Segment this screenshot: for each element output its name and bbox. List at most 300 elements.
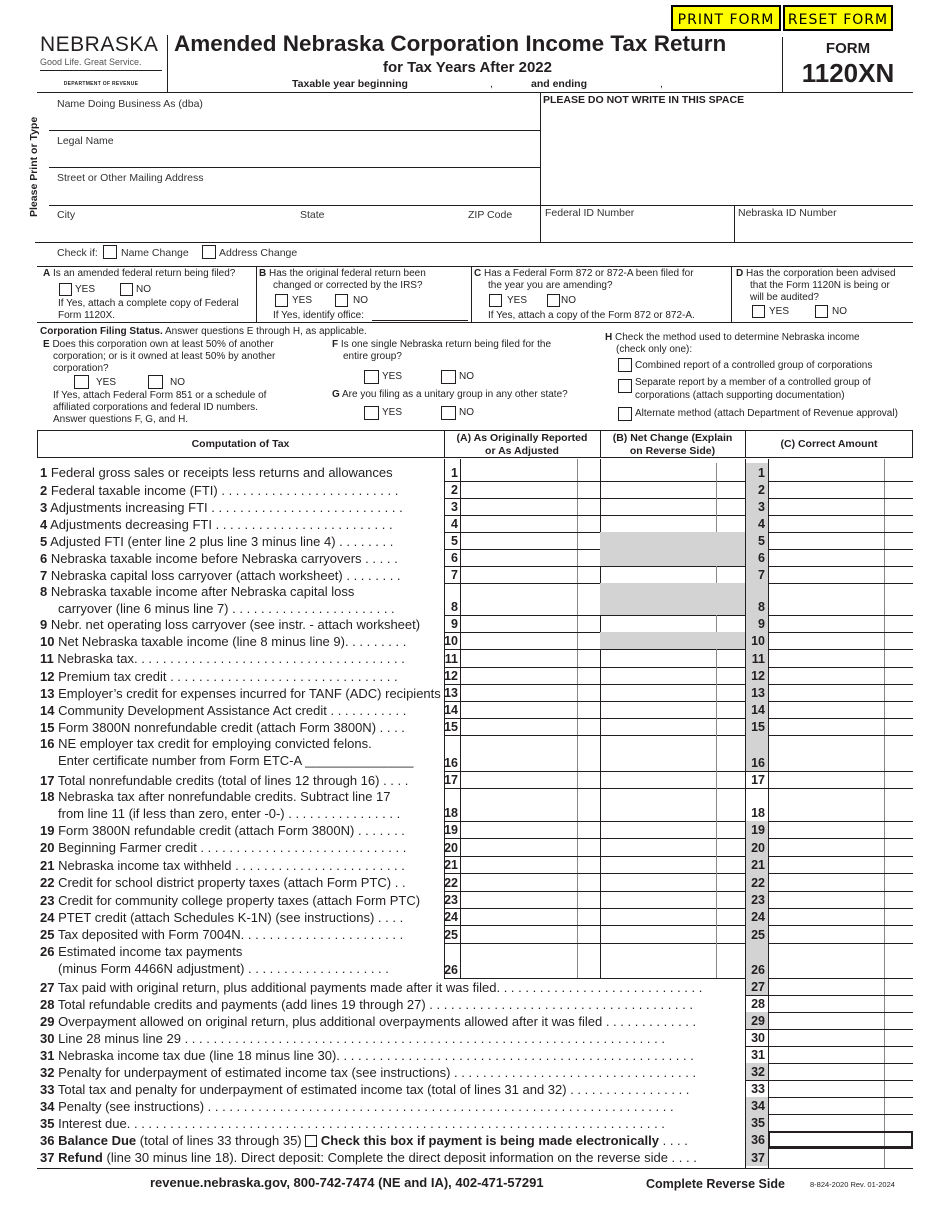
line-25-col-b-input[interactable]: [603, 928, 713, 941]
line-text: Nebraska taxable income after Nebraska capital loss: [50, 584, 355, 599]
line-text: Nebraska tax. . . . . . . . . . . . . . . . . . . . . . . . . . . . . . . . . . . . . .: [57, 651, 405, 666]
line-1-col-a-input[interactable]: [463, 466, 574, 479]
line-37-col-c-input[interactable]: [771, 1151, 881, 1164]
line-4-col-b-input[interactable]: [603, 517, 713, 530]
line-number-c: 17: [751, 773, 765, 787]
line-label: [40, 1133, 688, 1148]
line-16-col-a-input[interactable]: [463, 756, 574, 769]
electronic-payment-label: Check this box if payment is being made electronically: [320, 1133, 659, 1148]
line-text: Line 28 minus line 29 . . . . . . . . . . . . . . . . . . . . . . . . . . . . . . . . . . . . . . . . . . . . . . . . . . . . . . . . . . . . . . . . . . .: [58, 1031, 665, 1046]
line-number-c: 23: [751, 893, 765, 907]
line-label: [40, 551, 398, 566]
leader-dots: . . . .: [659, 1133, 688, 1148]
line-number-a: 14: [444, 703, 458, 717]
line-text: Nebraska taxable income before Nebraska carryovers . . . . .: [50, 551, 398, 566]
line-7-col-c-input[interactable]: [771, 568, 881, 581]
line-label: [40, 980, 702, 995]
city-input[interactable]: [57, 224, 287, 240]
line-label: [40, 686, 441, 701]
line-number-c: 19: [751, 823, 765, 837]
line-text: Adjustments decreasing FTI . . . . . . . . . . . . . . . . . . . . . . . . .: [50, 517, 393, 532]
line-text: Federal taxable income (FTI) . . . . . . . . . . . . . . . . . . . . . . . . .: [50, 483, 399, 498]
line-number: 4: [40, 517, 48, 532]
form-label: FORM: [825, 40, 871, 57]
question-a-no-checkbox[interactable]: [120, 283, 133, 296]
line-number: 35: [40, 1116, 55, 1131]
line-22-col-b-input[interactable]: [603, 876, 713, 889]
zip-input[interactable]: [468, 224, 536, 240]
line-number-a: 8: [451, 600, 458, 614]
line-label: [40, 875, 406, 890]
line-10-col-a-input[interactable]: [463, 634, 574, 647]
line-number: 1: [40, 465, 48, 480]
line-5-col-c-input[interactable]: [771, 534, 881, 547]
line-28-col-c-input[interactable]: [771, 997, 881, 1010]
line-text-continued: from line 11 (if less than zero, enter -0-) . . . . . . . . . . . . . . . .: [58, 806, 401, 821]
line-number-c: 22: [751, 876, 765, 890]
line-label: [40, 584, 354, 599]
question-e-yes-checkbox[interactable]: [74, 375, 89, 389]
method-combined-checkbox[interactable]: [618, 358, 632, 372]
line-number: 12: [40, 669, 55, 684]
line-2-col-a-input[interactable]: [463, 483, 574, 496]
line-label: [40, 703, 406, 718]
line-text: Community Development Assistance Act credit . . . . . . . . . . .: [58, 703, 407, 718]
line-13-col-a-input[interactable]: [463, 686, 574, 699]
question-a-yes-checkbox[interactable]: [59, 283, 72, 296]
line-text: Federal gross sales or receipts less returns and allowances: [50, 465, 393, 480]
line-number: 8: [40, 584, 48, 599]
line-9-col-a-input[interactable]: [463, 617, 574, 630]
line-19-col-a-input[interactable]: [463, 823, 574, 836]
line-number-c: 25: [751, 928, 765, 942]
line-21-col-c-input[interactable]: [771, 858, 881, 871]
line-11-col-b-input[interactable]: [603, 652, 713, 665]
line-label: [40, 910, 403, 925]
line-26-col-b-input[interactable]: [603, 963, 713, 976]
line-7-col-a-input[interactable]: [463, 568, 574, 581]
complete-reverse-side: Complete Reverse Side: [646, 1177, 785, 1191]
line-text: Adjusted FTI (enter line 2 plus line 3 minus line 4) . . . . . . . .: [50, 534, 394, 549]
zip-label: ZIP Code: [468, 209, 513, 221]
line-text: Nebraska income tax due (line 18 minus line 30). . . . . . . . . . . . . . . . . . . . . . . . . . . . . . . . . . . . . . . . . . . . . . . . . .: [58, 1048, 694, 1063]
line-text: NE employer tax credit for employing convicted felons.: [58, 736, 372, 751]
column-c-header: (C) Correct Amount: [780, 438, 878, 450]
line-label: [40, 1116, 665, 1131]
and-ending-label: and ending: [531, 78, 587, 90]
line-label: [40, 500, 403, 515]
line-label: [40, 651, 405, 666]
line-text: Nebraska income tax withheld . . . . . . . . . . . . . . . . . . . . . . . .: [58, 858, 405, 873]
line-number: 13: [40, 686, 55, 701]
line-number-c: 6: [758, 551, 765, 565]
line-number-c: 37: [751, 1151, 765, 1165]
line-label: [40, 840, 406, 855]
line-number-c: 3: [758, 500, 765, 514]
line-number: 37: [40, 1150, 55, 1165]
line-number-c: 36: [751, 1133, 765, 1147]
line-number: 21: [40, 858, 55, 873]
line-number-a: 4: [451, 517, 458, 531]
line-text: Nebr. net operating loss carryover (see instr. - attach worksheet): [50, 617, 421, 632]
line-label: [40, 1048, 694, 1063]
line-number: 7: [40, 568, 48, 583]
line-number-a: 1: [451, 466, 458, 480]
line-number: 27: [40, 980, 55, 995]
line-number-c: 8: [758, 600, 765, 614]
revision-code: 8-824-2020 Rev. 01-2024: [810, 1180, 895, 1189]
line-5-col-a-input[interactable]: [463, 534, 574, 547]
line-number: 24: [40, 910, 55, 925]
line-16-col-c-input[interactable]: [771, 756, 881, 769]
question-c-no-checkbox[interactable]: [547, 294, 560, 307]
line-number-a: 9: [451, 617, 458, 631]
line-number-a: 25: [444, 928, 458, 942]
line-3-col-a-input[interactable]: [463, 500, 574, 513]
line-25-col-a-input[interactable]: [463, 928, 574, 941]
line-number: 11: [40, 651, 54, 666]
line-number-a: 18: [444, 806, 458, 820]
line-number-c: 4: [758, 517, 765, 531]
line-label: [40, 720, 405, 735]
line-text: Tax paid with original return, plus additional payments made after it was filed. . . . . . . . . . . . . . . . . . . . . . . . . . . . .: [57, 980, 703, 995]
comma: ,: [660, 78, 663, 90]
method-separate-checkbox[interactable]: [618, 379, 632, 393]
line-number: 9: [40, 617, 48, 632]
print-form-button[interactable]: PRINT FORM: [671, 5, 781, 31]
question-c-yes-checkbox[interactable]: [489, 294, 502, 307]
reset-form-button[interactable]: RESET FORM: [783, 5, 893, 31]
line-22-col-c-input[interactable]: [771, 876, 881, 889]
line-label: [40, 789, 391, 804]
address-change-checkbox[interactable]: [202, 245, 216, 259]
line-12-col-b-input[interactable]: [603, 669, 713, 682]
line-8-col-c-input[interactable]: [771, 600, 881, 613]
dba-input[interactable]: [57, 112, 532, 128]
line-number-a: 22: [444, 876, 458, 890]
line-number-c: 29: [751, 1014, 765, 1028]
line-15-col-b-input[interactable]: [603, 720, 713, 733]
line-number: 20: [40, 840, 55, 855]
line-number-c: 11: [751, 652, 765, 666]
line-number: 17: [40, 773, 55, 788]
line-30-col-c-input[interactable]: [771, 1031, 881, 1044]
line-14-col-a-input[interactable]: [463, 703, 574, 716]
line-4-col-c-input[interactable]: [771, 517, 881, 530]
line-label: [40, 893, 420, 908]
method-alternate-checkbox[interactable]: [618, 407, 632, 421]
line-number-c: 9: [758, 617, 765, 631]
question-e-no-checkbox[interactable]: [148, 375, 163, 389]
line-text: PTET credit (attach Schedules K-1N) (see instructions) . . . .: [58, 910, 404, 925]
line-9-col-b-input[interactable]: [603, 617, 713, 630]
line-label: [40, 483, 398, 498]
line-number-c: 15: [751, 720, 765, 734]
line-text: Premium tax credit . . . . . . . . . . . . . . . . . . . . . . . . . . . . . . . .: [58, 669, 398, 684]
line-text-continued: carryover (line 6 minus line 7) . . . . . . . . . . . . . . . . . . . . . . .: [58, 601, 395, 616]
question-d-no-checkbox[interactable]: [815, 305, 828, 318]
question-g-yes-checkbox[interactable]: [364, 406, 379, 420]
line-number-a: 17: [444, 773, 458, 787]
line-9-col-c-input[interactable]: [771, 617, 881, 630]
line-number: 28: [40, 997, 55, 1012]
form-number: 1120XN: [801, 58, 895, 88]
line-26-col-c-input[interactable]: [771, 963, 881, 976]
line-12-col-a-input[interactable]: [463, 669, 574, 682]
line-label: [40, 736, 372, 751]
address-change-label: Address Change: [219, 247, 298, 259]
line-33-col-c-input[interactable]: [771, 1082, 881, 1095]
state-label: State: [300, 209, 325, 221]
line-number-a: 26: [444, 963, 458, 977]
line-13-col-c-input[interactable]: [771, 686, 881, 699]
taxable-year-begin-input[interactable]: [420, 78, 485, 91]
line-7-col-b-input[interactable]: [603, 568, 713, 581]
filing-status-heading: Corporation Filing Status. Answer questions E through H, as applicable.: [40, 326, 367, 337]
line-number-c: 28: [751, 997, 765, 1011]
line-32-col-c-input[interactable]: [771, 1065, 881, 1078]
line-29-col-c-input[interactable]: [771, 1014, 881, 1027]
question-f-yes-checkbox[interactable]: [364, 370, 379, 384]
line-21-col-a-input[interactable]: [463, 858, 574, 871]
line-number-c: 7: [758, 568, 765, 582]
name-change-checkbox[interactable]: [103, 245, 117, 259]
line-number: 30: [40, 1031, 55, 1046]
street-input[interactable]: [57, 186, 532, 202]
line-text: Form 3800N nonrefundable credit (attach Form 3800N) . . . .: [58, 720, 405, 735]
check-if-label: Check if:: [57, 247, 98, 259]
line-text: Tax deposited with Form 7004N. . . . . . . . . . . . . . . . . . . . . . .: [57, 927, 404, 942]
line-number-c: 14: [751, 703, 765, 717]
line-number-c: 2: [758, 483, 765, 497]
line-10-col-c-input[interactable]: [771, 634, 881, 647]
line-number: 26: [40, 944, 55, 959]
nebraska-id-label: Nebraska ID Number: [738, 207, 837, 219]
line-13-col-b-input[interactable]: [603, 686, 713, 699]
state-input[interactable]: [300, 224, 450, 240]
line-text: Credit for school district property taxes (attach Form PTC) . .: [58, 875, 406, 890]
line-22-col-a-input[interactable]: [463, 876, 574, 889]
line-emphasis: Refund: [58, 1150, 103, 1165]
question-b-yes-checkbox[interactable]: [275, 294, 288, 307]
line-19-col-c-input[interactable]: [771, 823, 881, 836]
taxable-year-beginning-label: Taxable year beginning: [292, 78, 408, 90]
line-1-col-c-input[interactable]: [771, 466, 881, 479]
line-number: 16: [40, 736, 55, 751]
line-20-col-b-input[interactable]: [603, 841, 713, 854]
line-number-c: 35: [751, 1116, 765, 1130]
line-24-col-b-input[interactable]: [603, 910, 713, 923]
line-number: 36: [40, 1133, 55, 1148]
line-18-col-a-input[interactable]: [463, 806, 574, 819]
line-number-a: 2: [451, 483, 458, 497]
line-17-col-c-input[interactable]: [771, 773, 881, 786]
line-text: Employer’s credit for expenses incurred for TANF (ADC) recipients: [58, 686, 441, 701]
line-number-c: 33: [751, 1082, 765, 1096]
nebraska-id-input[interactable]: [738, 222, 910, 238]
line-number-a: 10: [444, 634, 458, 648]
line-35-col-c-input[interactable]: [771, 1116, 881, 1129]
line-15-col-a-input[interactable]: [463, 720, 574, 733]
line-label: [40, 1065, 696, 1080]
line-23-col-b-input[interactable]: [603, 893, 713, 906]
line-label: [40, 465, 393, 480]
dba-label: Name Doing Business As (dba): [57, 98, 203, 110]
line-number-a: 13: [444, 686, 458, 700]
irs-office-input[interactable]: [372, 308, 468, 321]
line-number-c: 12: [751, 669, 765, 683]
line-number-a: 11: [444, 652, 458, 666]
street-label: Street or Other Mailing Address: [57, 172, 204, 184]
line-17-col-b-input[interactable]: [603, 773, 713, 786]
line-11-col-c-input[interactable]: [771, 652, 881, 665]
line-31-col-c-input[interactable]: [771, 1048, 881, 1061]
line-number: 29: [40, 1014, 55, 1029]
line-number-c: 27: [751, 980, 765, 994]
city-label: City: [57, 209, 76, 221]
line-label: [40, 858, 405, 873]
line-label: [40, 773, 408, 788]
line-4-col-a-input[interactable]: [463, 517, 574, 530]
federal-id-label: Federal ID Number: [545, 207, 635, 219]
line-11-col-a-input[interactable]: [463, 652, 574, 665]
line-label: [40, 568, 401, 583]
line-number: 22: [40, 875, 55, 890]
line-14-col-c-input[interactable]: [771, 703, 881, 716]
line-25-col-c-input[interactable]: [771, 928, 881, 941]
line-21-col-b-input[interactable]: [603, 858, 713, 871]
line-number-c: 13: [751, 686, 765, 700]
line-number: 5: [40, 534, 48, 549]
line-number-a: 6: [451, 551, 458, 565]
line-number: 6: [40, 551, 48, 566]
line-number: 2: [40, 483, 48, 498]
line-number-c: 32: [751, 1065, 765, 1079]
line-text-continued: Enter certificate number from Form ETC-A _______________: [58, 753, 414, 768]
line-label: [40, 517, 393, 532]
line-text: Adjustments increasing FTI . . . . . . . . . . . . . . . . . . . . . . . . . . .: [50, 500, 403, 515]
form-subtitle: for Tax Years After 2022: [383, 59, 552, 76]
line-text: Estimated income tax payments: [58, 944, 243, 959]
question-d-yes-checkbox[interactable]: [752, 305, 765, 318]
column-a-header: (A) As Originally Reported or As Adjusted: [456, 432, 588, 457]
do-not-write-label: PLEASE DO NOT WRITE IN THIS SPACE: [543, 94, 745, 106]
line-34-col-c-input[interactable]: [771, 1099, 881, 1112]
line-23-col-c-input[interactable]: [771, 893, 881, 906]
line-27-col-c-input[interactable]: [771, 980, 881, 993]
legal-name-input[interactable]: [57, 149, 532, 165]
line-text: Nebraska capital loss carryover (attach worksheet) . . . . . . . .: [50, 568, 401, 583]
line-text: Beginning Farmer credit . . . . . . . . . . . . . . . . . . . . . . . . . . . . .: [58, 840, 407, 855]
contact-info: revenue.nebraska.gov, 800-742-7474 (NE and IA), 402-471-57291: [150, 1175, 544, 1190]
line-number-c: 30: [751, 1031, 765, 1045]
balance-due-box: [768, 1131, 913, 1148]
line-18-col-c-input[interactable]: [771, 806, 881, 819]
computation-header: Computation of Tax: [191, 438, 290, 450]
line-label: [40, 1082, 689, 1097]
electronic-payment-checkbox[interactable]: [305, 1135, 317, 1147]
federal-id-input[interactable]: [545, 222, 730, 238]
line-23-col-a-input[interactable]: [463, 893, 574, 906]
question-f-no-checkbox[interactable]: [441, 370, 456, 384]
line-number-a: 12: [444, 669, 458, 683]
line-16-col-b-input[interactable]: [603, 756, 713, 769]
line-6-col-c-input[interactable]: [771, 551, 881, 564]
line-text: (line 30 minus line 18). Direct deposit: Complete the direct deposit information on the reverse side . . . .: [102, 1150, 697, 1165]
line-number-c: 24: [751, 910, 765, 924]
line-24-col-c-input[interactable]: [771, 910, 881, 923]
question-b-no-checkbox[interactable]: [335, 294, 348, 307]
line-number-a: 3: [451, 500, 458, 514]
line-14-col-b-input[interactable]: [603, 703, 713, 716]
line-8-col-a-input[interactable]: [463, 600, 574, 613]
line-19-col-b-input[interactable]: [603, 823, 713, 836]
line-number: 23: [40, 893, 55, 908]
line-number-a: 23: [444, 893, 458, 907]
line-2-col-b-input[interactable]: [603, 483, 713, 496]
line-number: 15: [40, 720, 55, 735]
line-18-col-b-input[interactable]: [603, 806, 713, 819]
name-change-label: Name Change: [121, 247, 189, 259]
line-text: (total of lines 33 through 35): [136, 1133, 302, 1148]
line-number-c: 31: [751, 1048, 765, 1062]
line-12-col-c-input[interactable]: [771, 669, 881, 682]
line-label: [40, 944, 242, 959]
line-2-col-c-input[interactable]: [771, 483, 881, 496]
line-3-col-b-input[interactable]: [603, 500, 713, 513]
line-24-col-a-input[interactable]: [463, 910, 574, 923]
line-17-col-a-input[interactable]: [463, 773, 574, 786]
line-number-c: 16: [751, 756, 765, 770]
line-3-col-c-input[interactable]: [771, 500, 881, 513]
line-text: Total refundable credits and payments (add lines 19 through 27) . . . . . . . . . . . . . . . . . . . . . . . . . . . . . . . . . . . . .: [57, 997, 693, 1012]
line-20-col-c-input[interactable]: [771, 841, 881, 854]
line-number-c: 18: [751, 806, 765, 820]
column-b-header: (B) Net Change (Explain on Reverse Side): [612, 432, 733, 457]
line-number: 18: [40, 789, 55, 804]
line-text: Overpayment allowed on original return, plus additional overpayments allowed after it was filed . . . . . . . . . . . . .: [58, 1014, 697, 1029]
line-label: [40, 1031, 665, 1046]
line-1-col-b-input[interactable]: [603, 466, 713, 479]
taxable-year-end-input[interactable]: [596, 78, 656, 91]
line-label: [40, 927, 403, 942]
line-label: [40, 1099, 674, 1114]
line-15-col-c-input[interactable]: [771, 720, 881, 733]
line-label: [40, 1150, 697, 1165]
line-text: Interest due. . . . . . . . . . . . . . . . . . . . . . . . . . . . . . . . . . . . . . . . . . . . . . . . . . . . . . . . . . . . . . . . . . . . . . . . . . .: [58, 1116, 665, 1131]
line-text: Total nonrefundable credits (total of lines 12 through 16) . . . .: [57, 773, 409, 788]
line-number-c: 5: [758, 534, 765, 548]
question-g-no-checkbox[interactable]: [441, 406, 456, 420]
line-number: 31: [40, 1048, 55, 1063]
line-text: Total tax and penalty for underpayment of estimated income tax (total of lines 31 and 32) . . . . . . . . . . . . . . . . .: [57, 1082, 690, 1097]
line-number-a: 16: [444, 756, 458, 770]
line-number: 25: [40, 927, 55, 942]
line-6-col-a-input[interactable]: [463, 551, 574, 564]
line-26-col-a-input[interactable]: [463, 963, 574, 976]
line-number-c: 26: [751, 963, 765, 977]
line-number-a: 21: [444, 858, 458, 872]
line-emphasis: Balance Due: [58, 1133, 137, 1148]
line-number-c: 34: [751, 1099, 765, 1113]
line-number: 10: [40, 634, 55, 649]
line-number: 19: [40, 823, 55, 838]
line-text: Penalty for underpayment of estimated income tax (see instructions) . . . . . . . . . . . . . . . . . . . . . . . . . . . . . . . . . .: [58, 1065, 697, 1080]
line-20-col-a-input[interactable]: [463, 841, 574, 854]
line-number: 3: [40, 500, 48, 515]
logo-department: DEPARTMENT OF REVENUE: [63, 81, 139, 87]
line-number: 14: [40, 703, 55, 718]
